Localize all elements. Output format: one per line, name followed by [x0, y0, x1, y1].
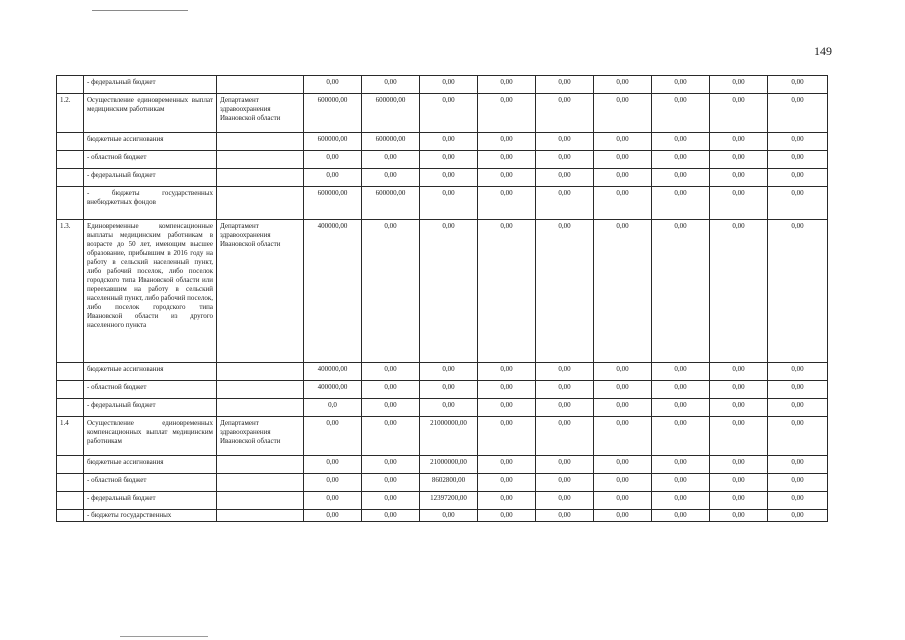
row-number — [57, 133, 84, 151]
value-cell: 0,00 — [362, 456, 420, 474]
value-cell: 0,00 — [536, 151, 594, 169]
value-cell: 0,00 — [768, 381, 828, 399]
row-executor — [217, 456, 304, 474]
row-number — [57, 187, 84, 220]
table-row — [57, 76, 828, 94]
value-cell: 0,00 — [594, 399, 652, 417]
value-cell: 0,00 — [362, 510, 420, 522]
value-cell: 600000,00 — [304, 94, 362, 133]
value-cell: 0,00 — [478, 76, 536, 94]
value-cell: 0,00 — [652, 151, 710, 169]
value-cell: 0,00 — [710, 363, 768, 381]
value-cell: 0,00 — [362, 151, 420, 169]
value-cell: 0,00 — [768, 220, 828, 363]
value-cell: 0,00 — [420, 510, 478, 522]
value-cell: 0,00 — [478, 456, 536, 474]
value-cell: 0,00 — [652, 381, 710, 399]
value-cell: 0,00 — [362, 474, 420, 492]
table-row — [57, 492, 828, 510]
value-cell: 0,00 — [478, 492, 536, 510]
value-cell: 12397200,00 — [420, 492, 478, 510]
table-row — [57, 474, 828, 492]
row-number: 1.2. — [57, 94, 84, 133]
value-cell: 0,00 — [710, 220, 768, 363]
value-cell: 0,00 — [652, 417, 710, 456]
value-cell: 0,00 — [710, 187, 768, 220]
value-cell: 0,00 — [536, 187, 594, 220]
value-cell: 0,00 — [478, 510, 536, 522]
value-cell: 0,00 — [478, 474, 536, 492]
value-cell: 0,00 — [652, 169, 710, 187]
value-cell: 0,00 — [594, 151, 652, 169]
value-cell: 0,00 — [594, 187, 652, 220]
row-executor: Департамент здравоохранения Ивановской области — [217, 417, 304, 456]
row-executor — [217, 492, 304, 510]
row-number — [57, 399, 84, 417]
value-cell: 0,00 — [536, 399, 594, 417]
scan-artifact-line-bottom — [120, 636, 208, 637]
value-cell: 0,00 — [768, 363, 828, 381]
row-name: - бюджеты государственных внебюджетных фондов — [84, 187, 217, 220]
row-number — [57, 151, 84, 169]
value-cell: 0,00 — [304, 492, 362, 510]
value-cell: 400000,00 — [304, 220, 362, 363]
value-cell: 0,00 — [536, 169, 594, 187]
value-cell: 0,00 — [594, 76, 652, 94]
value-cell: 0,0 — [304, 399, 362, 417]
row-name: бюджетные ассигнования — [84, 363, 217, 381]
value-cell: 0,00 — [768, 417, 828, 456]
value-cell: 0,00 — [768, 151, 828, 169]
value-cell: 0,00 — [594, 94, 652, 133]
value-cell: 0,00 — [420, 133, 478, 151]
value-cell: 0,00 — [594, 510, 652, 522]
value-cell: 0,00 — [710, 510, 768, 522]
value-cell: 0,00 — [420, 169, 478, 187]
table-row — [57, 94, 828, 133]
value-cell: 0,00 — [710, 133, 768, 151]
row-name: - федеральный бюджет — [84, 169, 217, 187]
value-cell: 0,00 — [362, 363, 420, 381]
row-executor — [217, 151, 304, 169]
page-number: 149 — [814, 44, 832, 58]
value-cell: 0,00 — [304, 474, 362, 492]
value-cell: 0,00 — [768, 187, 828, 220]
value-cell: 0,00 — [594, 169, 652, 187]
value-cell: 0,00 — [710, 94, 768, 133]
table-row — [57, 417, 828, 456]
row-executor — [217, 510, 304, 522]
value-cell: 0,00 — [362, 220, 420, 363]
value-cell: 0,00 — [768, 474, 828, 492]
value-cell: 0,00 — [478, 94, 536, 133]
value-cell: 600000,00 — [304, 187, 362, 220]
value-cell: 0,00 — [304, 417, 362, 456]
value-cell: 0,00 — [652, 220, 710, 363]
value-cell: 0,00 — [710, 399, 768, 417]
table-row — [57, 510, 828, 522]
value-cell: 0,00 — [536, 363, 594, 381]
table-row — [57, 381, 828, 399]
value-cell: 0,00 — [362, 169, 420, 187]
row-number: 1.3. — [57, 220, 84, 363]
scan-artifact-line-top — [92, 10, 188, 11]
row-executor: Департамент здравоохранения Ивановской области — [217, 220, 304, 363]
value-cell: 0,00 — [710, 492, 768, 510]
row-name: - федеральный бюджет — [84, 399, 217, 417]
row-name: - областной бюджет — [84, 151, 217, 169]
value-cell: 0,00 — [768, 456, 828, 474]
value-cell: 0,00 — [478, 381, 536, 399]
row-name: бюджетные ассигнования — [84, 456, 217, 474]
row-number — [57, 510, 84, 522]
value-cell: 0,00 — [710, 417, 768, 456]
value-cell: 0,00 — [536, 510, 594, 522]
row-executor — [217, 169, 304, 187]
row-number: 1.4 — [57, 417, 84, 456]
value-cell: 0,00 — [420, 187, 478, 220]
value-cell: 0,00 — [478, 187, 536, 220]
value-cell: 0,00 — [362, 399, 420, 417]
row-name: - областной бюджет — [84, 474, 217, 492]
value-cell: 0,00 — [710, 169, 768, 187]
value-cell: 0,00 — [594, 363, 652, 381]
value-cell: 0,00 — [536, 133, 594, 151]
row-number — [57, 381, 84, 399]
value-cell: 21000000,00 — [420, 456, 478, 474]
value-cell: 0,00 — [768, 169, 828, 187]
value-cell: 0,00 — [536, 220, 594, 363]
value-cell: 0,00 — [594, 456, 652, 474]
value-cell: 0,00 — [478, 151, 536, 169]
value-cell: 0,00 — [768, 510, 828, 522]
value-cell: 0,00 — [652, 133, 710, 151]
row-number — [57, 363, 84, 381]
row-number — [57, 456, 84, 474]
table-row — [57, 133, 828, 151]
value-cell: 0,00 — [478, 417, 536, 456]
value-cell: 0,00 — [594, 492, 652, 510]
value-cell: 0,00 — [536, 76, 594, 94]
value-cell: 0,00 — [478, 363, 536, 381]
table-row — [57, 399, 828, 417]
value-cell: 0,00 — [362, 417, 420, 456]
value-cell: 0,00 — [478, 220, 536, 363]
table-row — [57, 169, 828, 187]
row-name: - областной бюджет — [84, 381, 217, 399]
value-cell: 600000,00 — [362, 94, 420, 133]
table-row — [57, 363, 828, 381]
value-cell: 0,00 — [478, 399, 536, 417]
row-name: - федеральный бюджет — [84, 492, 217, 510]
value-cell: 0,00 — [420, 220, 478, 363]
value-cell: 0,00 — [710, 76, 768, 94]
value-cell: 0,00 — [768, 492, 828, 510]
value-cell: 600000,00 — [304, 133, 362, 151]
value-cell: 0,00 — [652, 474, 710, 492]
value-cell: 0,00 — [652, 510, 710, 522]
value-cell: 0,00 — [652, 94, 710, 133]
value-cell: 0,00 — [362, 76, 420, 94]
table-row — [57, 151, 828, 169]
row-name: Осуществление единовременных выплат медицинским работникам — [84, 94, 217, 133]
row-name: - бюджеты государственных — [84, 510, 217, 522]
value-cell: 0,00 — [478, 169, 536, 187]
value-cell: 0,00 — [768, 133, 828, 151]
value-cell: 0,00 — [652, 456, 710, 474]
value-cell: 0,00 — [652, 363, 710, 381]
value-cell: 0,00 — [536, 381, 594, 399]
row-executor — [217, 381, 304, 399]
value-cell: 0,00 — [594, 474, 652, 492]
value-cell: 0,00 — [536, 492, 594, 510]
value-cell: 0,00 — [362, 381, 420, 399]
value-cell: 0,00 — [536, 456, 594, 474]
row-executor: Департамент здравоохранения Ивановской области — [217, 94, 304, 133]
value-cell: 0,00 — [304, 510, 362, 522]
value-cell: 0,00 — [768, 399, 828, 417]
row-executor — [217, 133, 304, 151]
value-cell: 21000000,00 — [420, 417, 478, 456]
value-cell: 0,00 — [420, 94, 478, 133]
value-cell: 0,00 — [710, 381, 768, 399]
value-cell: 0,00 — [420, 381, 478, 399]
value-cell: 0,00 — [652, 187, 710, 220]
table-row — [57, 220, 828, 363]
row-executor — [217, 474, 304, 492]
row-number — [57, 492, 84, 510]
row-number — [57, 474, 84, 492]
row-executor — [217, 399, 304, 417]
value-cell: 0,00 — [768, 76, 828, 94]
value-cell: 600000,00 — [362, 187, 420, 220]
value-cell: 0,00 — [304, 169, 362, 187]
value-cell: 0,00 — [652, 399, 710, 417]
value-cell: 0,00 — [652, 492, 710, 510]
row-name: Осуществление единовременных компенсационных выплат медицинским работникам — [84, 417, 217, 456]
value-cell: 400000,00 — [304, 363, 362, 381]
budget-table — [56, 75, 828, 522]
row-executor — [217, 76, 304, 94]
value-cell: 0,00 — [710, 474, 768, 492]
value-cell: 0,00 — [594, 381, 652, 399]
value-cell: 0,00 — [362, 492, 420, 510]
row-number — [57, 169, 84, 187]
value-cell: 0,00 — [594, 220, 652, 363]
value-cell: 0,00 — [536, 94, 594, 133]
value-cell: 0,00 — [304, 76, 362, 94]
value-cell: 0,00 — [536, 474, 594, 492]
value-cell: 0,00 — [594, 133, 652, 151]
value-cell: 600000,00 — [362, 133, 420, 151]
value-cell: 0,00 — [304, 151, 362, 169]
value-cell: 0,00 — [420, 399, 478, 417]
value-cell: 0,00 — [768, 94, 828, 133]
value-cell: 0,00 — [420, 76, 478, 94]
table-row — [57, 187, 828, 220]
row-name: бюджетные ассигнования — [84, 133, 217, 151]
row-name: Единовременные компенсационные выплаты медицинским работникам в возрасте до 50 лет, имеющим высшее образование, прибывшим в 2016 году на работу в сельский населенный пункт, либо рабочий поселок, либо поселок городского типа Ивановской области или переехавшим на работу в сельский населенный пункт, либо рабочий поселок, либо поселок городского типа Ивановской области из другого населенного пункта — [84, 220, 217, 363]
table-row — [57, 456, 828, 474]
row-number — [57, 76, 84, 94]
value-cell: 0,00 — [304, 456, 362, 474]
value-cell: 0,00 — [594, 417, 652, 456]
row-executor — [217, 187, 304, 220]
row-executor — [217, 363, 304, 381]
value-cell: 0,00 — [420, 151, 478, 169]
value-cell: 0,00 — [420, 363, 478, 381]
value-cell: 400000,00 — [304, 381, 362, 399]
value-cell: 0,00 — [478, 133, 536, 151]
value-cell: 0,00 — [710, 456, 768, 474]
value-cell: 0,00 — [536, 417, 594, 456]
row-name: - федеральный бюджет — [84, 76, 217, 94]
value-cell: 0,00 — [652, 76, 710, 94]
value-cell: 0,00 — [710, 151, 768, 169]
value-cell: 8602800,00 — [420, 474, 478, 492]
